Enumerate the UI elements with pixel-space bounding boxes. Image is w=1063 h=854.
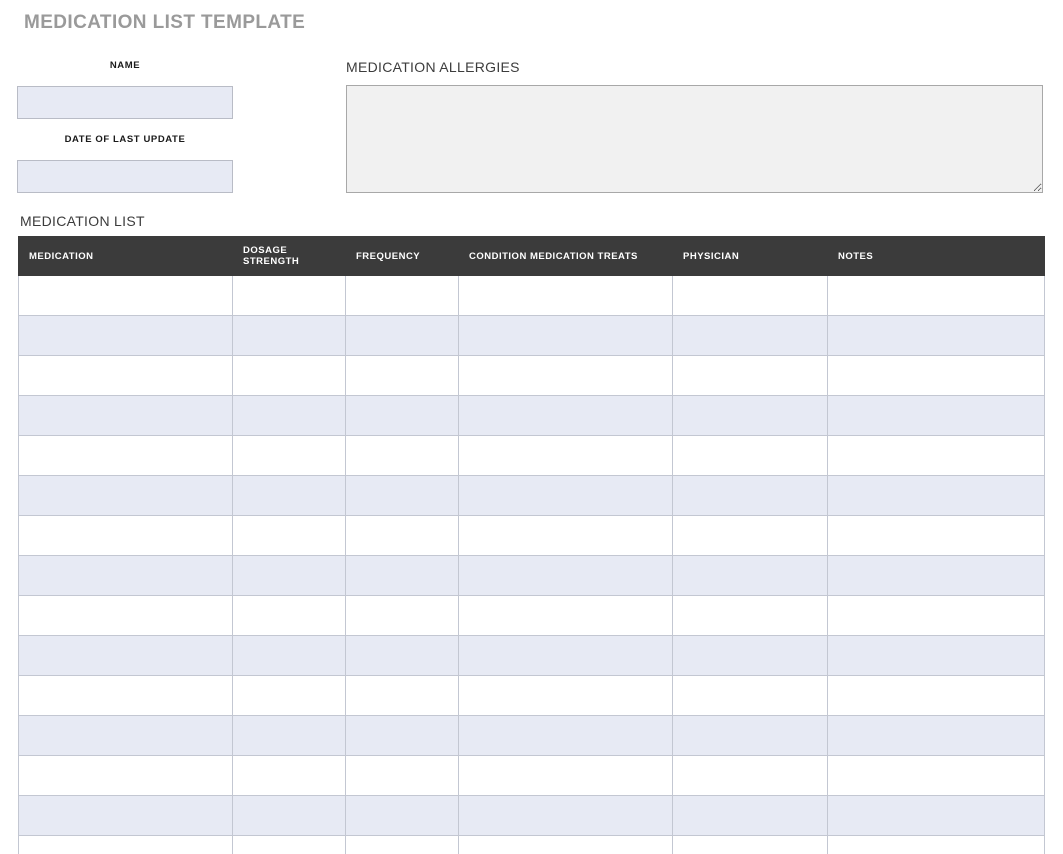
table-cell[interactable] xyxy=(673,516,828,556)
table-cell[interactable] xyxy=(459,276,673,316)
table-header-row xyxy=(19,237,1045,276)
table-cell[interactable] xyxy=(233,316,346,356)
table-cell[interactable] xyxy=(346,436,459,476)
table-row xyxy=(19,556,1045,596)
table-cell[interactable] xyxy=(459,516,673,556)
table-cell[interactable] xyxy=(828,636,1045,676)
table-cell[interactable] xyxy=(346,836,459,854)
table-cell[interactable] xyxy=(459,316,673,356)
table-cell[interactable] xyxy=(233,636,346,676)
table-row xyxy=(19,356,1045,396)
table-cell[interactable] xyxy=(459,556,673,596)
table-cell[interactable] xyxy=(346,356,459,396)
table-cell[interactable] xyxy=(19,396,233,436)
table-cell[interactable] xyxy=(828,756,1045,796)
column-header-medication: MEDICATION xyxy=(19,237,233,276)
table-cell[interactable] xyxy=(233,596,346,636)
table-row xyxy=(19,676,1045,716)
table-cell[interactable] xyxy=(828,276,1045,316)
table-cell[interactable] xyxy=(828,836,1045,854)
name-input[interactable] xyxy=(17,86,233,119)
table-cell[interactable] xyxy=(673,316,828,356)
table-cell[interactable] xyxy=(459,596,673,636)
table-cell[interactable] xyxy=(673,596,828,636)
table-cell[interactable] xyxy=(673,396,828,436)
table-cell[interactable] xyxy=(233,396,346,436)
table-cell[interactable] xyxy=(19,556,233,596)
table-cell[interactable] xyxy=(828,436,1045,476)
table-cell[interactable] xyxy=(233,716,346,756)
table-row xyxy=(19,796,1045,836)
table-cell[interactable] xyxy=(673,676,828,716)
table-cell[interactable] xyxy=(233,756,346,796)
table-cell[interactable] xyxy=(459,436,673,476)
table-cell[interactable] xyxy=(828,396,1045,436)
table-cell[interactable] xyxy=(346,716,459,756)
medication-allergies-heading: MEDICATION ALLERGIES xyxy=(346,59,520,75)
table-cell[interactable] xyxy=(673,636,828,676)
table-cell[interactable] xyxy=(459,756,673,796)
table-cell[interactable] xyxy=(233,476,346,516)
table-cell[interactable] xyxy=(673,836,828,854)
table-cell[interactable] xyxy=(459,676,673,716)
table-cell[interactable] xyxy=(673,356,828,396)
date-of-last-update-input[interactable] xyxy=(17,160,233,193)
table-cell[interactable] xyxy=(459,716,673,756)
table-cell[interactable] xyxy=(19,676,233,716)
table-cell[interactable] xyxy=(19,276,233,316)
table-cell[interactable] xyxy=(673,436,828,476)
table-row xyxy=(19,396,1045,436)
medication-allergies-textarea[interactable] xyxy=(346,85,1043,193)
table-cell[interactable] xyxy=(19,636,233,676)
column-header-frequency: FREQUENCY xyxy=(346,237,459,276)
table-cell[interactable] xyxy=(346,316,459,356)
table-row xyxy=(19,716,1045,756)
table-cell[interactable] xyxy=(19,356,233,396)
table-cell[interactable] xyxy=(346,676,459,716)
table-cell[interactable] xyxy=(673,476,828,516)
table-cell[interactable] xyxy=(673,276,828,316)
table-cell[interactable] xyxy=(233,556,346,596)
table-row xyxy=(19,316,1045,356)
table-cell[interactable] xyxy=(19,836,233,854)
page-title: MEDICATION LIST TEMPLATE xyxy=(24,12,306,33)
medication-list-heading: MEDICATION LIST xyxy=(20,213,145,229)
table-cell[interactable] xyxy=(233,356,346,396)
table-cell[interactable] xyxy=(828,356,1045,396)
table-cell[interactable] xyxy=(346,276,459,316)
table-cell[interactable] xyxy=(673,756,828,796)
table-cell[interactable] xyxy=(19,316,233,356)
table-row xyxy=(19,596,1045,636)
table-row xyxy=(19,476,1045,516)
column-header-condition-medication-treats: CONDITION MEDICATION TREATS xyxy=(459,237,673,276)
table-row xyxy=(19,276,1045,316)
name-label: NAME xyxy=(109,60,141,71)
table-cell[interactable] xyxy=(459,396,673,436)
table-cell[interactable] xyxy=(346,476,459,516)
table-cell[interactable] xyxy=(459,636,673,676)
table-row xyxy=(19,436,1045,476)
table-cell[interactable] xyxy=(346,636,459,676)
date-of-last-update-label: DATE OF LAST UPDATE xyxy=(64,134,186,145)
table-cell[interactable] xyxy=(828,796,1045,836)
table-cell[interactable] xyxy=(233,676,346,716)
table-cell[interactable] xyxy=(459,796,673,836)
column-header-physician: PHYSICIAN xyxy=(673,237,828,276)
table-cell[interactable] xyxy=(673,796,828,836)
table-cell[interactable] xyxy=(19,756,233,796)
table-cell[interactable] xyxy=(828,516,1045,556)
table-cell[interactable] xyxy=(673,556,828,596)
table-cell[interactable] xyxy=(346,796,459,836)
table-row xyxy=(19,756,1045,796)
table-cell[interactable] xyxy=(459,836,673,854)
table-cell[interactable] xyxy=(346,396,459,436)
medication-list-table xyxy=(18,236,1045,854)
table-row xyxy=(19,636,1045,676)
table-cell[interactable] xyxy=(459,476,673,516)
table-cell[interactable] xyxy=(19,596,233,636)
table-cell[interactable] xyxy=(346,756,459,796)
table-cell[interactable] xyxy=(673,716,828,756)
table-cell[interactable] xyxy=(19,436,233,476)
table-row xyxy=(19,516,1045,556)
table-cell[interactable] xyxy=(233,836,346,854)
table-cell[interactable] xyxy=(828,716,1045,756)
table-cell[interactable] xyxy=(828,676,1045,716)
table-cell[interactable] xyxy=(233,516,346,556)
table-cell[interactable] xyxy=(346,516,459,556)
table-cell[interactable] xyxy=(19,476,233,516)
table-cell[interactable] xyxy=(19,516,233,556)
column-header-notes: NOTES xyxy=(828,237,1045,276)
table-cell[interactable] xyxy=(346,556,459,596)
table-cell[interactable] xyxy=(233,276,346,316)
table-cell[interactable] xyxy=(19,796,233,836)
column-header-dosage-strength: DOSAGE STRENGTH xyxy=(233,237,346,276)
table-cell[interactable] xyxy=(19,716,233,756)
table-cell[interactable] xyxy=(828,556,1045,596)
table-cell[interactable] xyxy=(233,436,346,476)
table-row xyxy=(19,836,1045,854)
table-cell[interactable] xyxy=(346,596,459,636)
table-cell[interactable] xyxy=(828,316,1045,356)
table-cell[interactable] xyxy=(233,796,346,836)
table-cell[interactable] xyxy=(828,596,1045,636)
table-cell[interactable] xyxy=(459,356,673,396)
table-cell[interactable] xyxy=(828,476,1045,516)
